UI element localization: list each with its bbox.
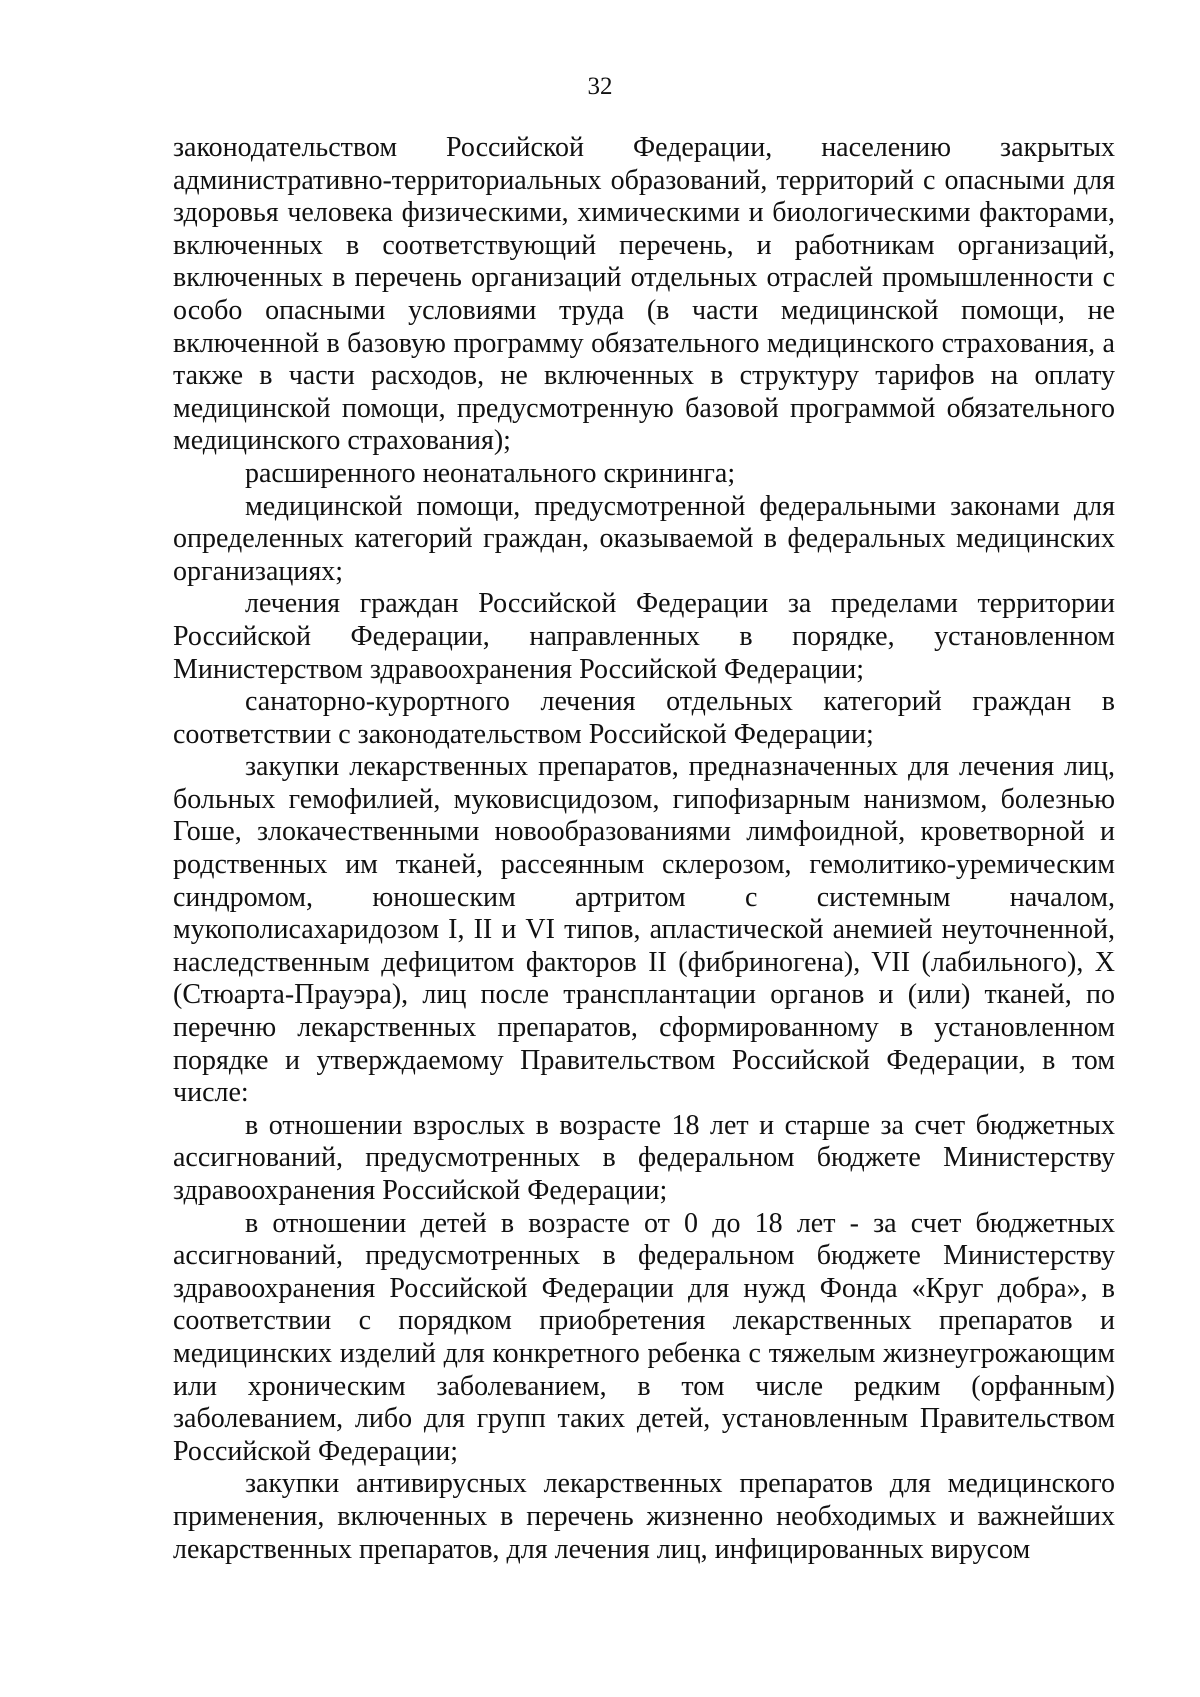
paragraph-adults: в отношении взрослых в возрасте 18 лет и старше за счет бюджетных ассигнований, предусмотренных в федеральном бюджете Министерству здравоохранения Российской Федерации; (173, 1109, 1115, 1206)
paragraph-federal-medical-care: медицинской помощи, предусмотренной федеральными законами для определенных категорий граждан, оказываемой в федеральных медицинских организациях; (173, 490, 1115, 587)
paragraph-treatment-abroad: лечения граждан Российской Федерации за пределами территории Российской Федерации, направленных в порядке, установленном Министерством здравоохранения Российской Федерации; (173, 588, 1115, 685)
paragraph-drug-procurement: закупки лекарственных препаратов, предназначенных для лечения лиц, больных гемофилией, муковисцидозом, гипофизарным нанизмом, болезнью Гоше, злокачественными новообразованиями лимфоидной, кроветворной и родственных им тканей, рассеянным склерозом, гемолитико-уремическим синдромом, юношеским артритом с системным началом, мукополисахаридозом I, II и VI типов, апластической анемией неуточненной, наследственным дефицитом факторов II (фибриногена), VII (лабильного), X (Стюарта-Прауэра), лиц после трансплантации органов и (или) тканей, по перечню лекарственных препаратов, сформированному в установленном порядке и утверждаемому Правительством Российской Федерации, в том числе: (173, 751, 1115, 1109)
paragraph-neonatal-screening: расширенного неонатального скрининга; (245, 457, 736, 489)
document-body (173, 132, 1115, 1566)
paragraph-continuation: законодательством Российской Федерации, населению закрытых административно-территориальных образований, территорий с опасными для здоровья человека физическими, химическими и биологическими факторами, включенных в соответствующий перечень, и работникам организаций, включенных в перечень организаций отдельных отраслей промышленности с особо опасными условиями труда (в части медицинской помощи, не включенной в базовую программу обязательного медицинского страхования, а также в части расходов, не включенных в структуру тарифов на оплату медицинской помощи, предусмотренную базовой программой обязательного медицинского страхования); (173, 132, 1115, 457)
paragraph-antiviral-procurement: закупки антивирусных лекарственных препаратов для медицинского применения, включенных в перечень жизненно необходимых и важнейших лекарственных препаратов, для лечения лиц, инфицированных вирусом (173, 1468, 1115, 1565)
paragraph-children: в отношении детей в возрасте от 0 до 18 лет - за счет бюджетных ассигнований, предусмотренных в федеральном бюджете Министерству здравоохранения Российской Федерации для нужд Фонда «Круг добра», в соответствии с порядком приобретения лекарственных препаратов и медицинских изделий для конкретного ребенка с тяжелым жизнеугрожающим или хроническим заболеванием, в том числе редким (орфанным) заболеванием, либо для групп таких детей, установленным Правительством Российской Федерации; (173, 1207, 1115, 1467)
page-number: 32 (587, 73, 613, 100)
paragraph-sanatorium-treatment: санаторно-курортного лечения отдельных категорий граждан в соответствии с законодательством Российской Федерации; (173, 686, 1115, 750)
